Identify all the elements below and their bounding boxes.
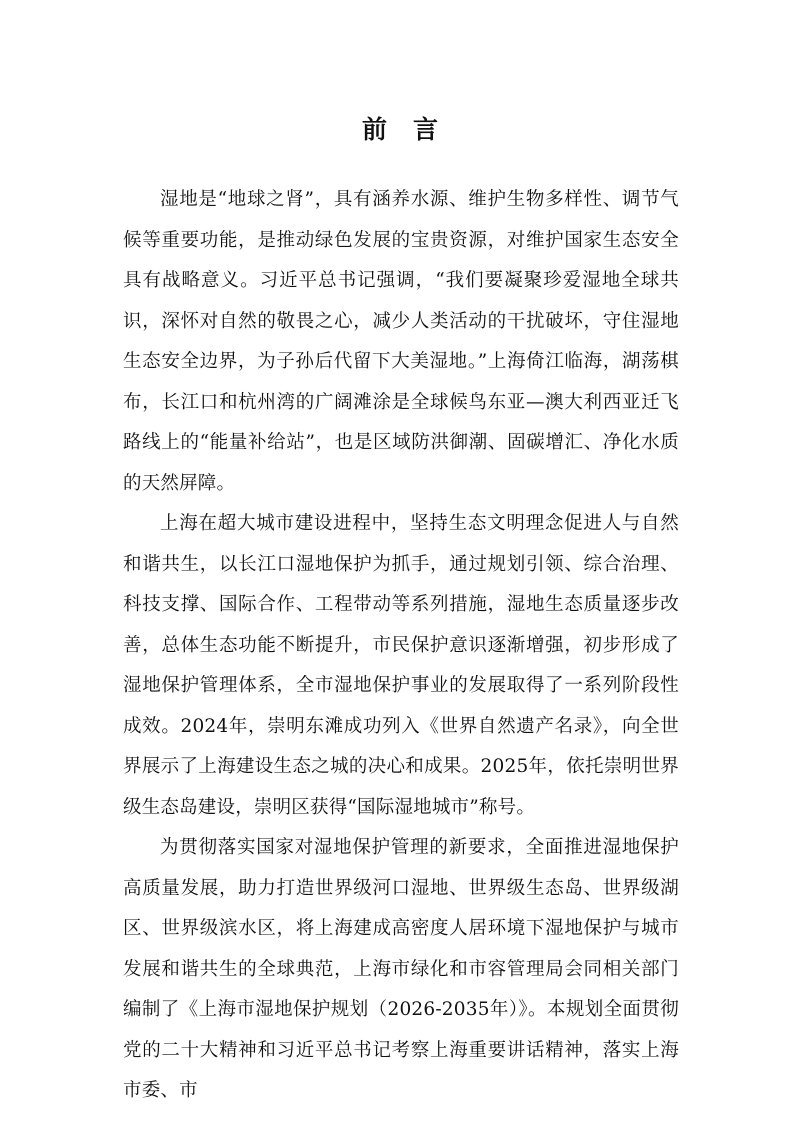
- page-title: 前言: [361, 115, 464, 144]
- paragraph-2: 上海在超大城市建设进程中，坚持生态文明理念促进人与自然和谐共生，以长江口湿地保护为抓手，通过规划引领、综合治理、科技支撑、国际合作、工程带动等系列措施，湿地生态质量逐步改善，总体生态功能不断提升，市民保护意识逐渐增强，初步形成了湿地保护管理体系，全市湿地保护事业的发展取得了一系列阶段性成效。2024年，崇明东滩成功列入《世界自然遗产名录》，向全世界展示了上海建设生态之城的决心和成果。2025年，依托崇明世界级生态岛建设，崇明区获得“国际湿地城市”称号。: [123, 513, 679, 818]
- paragraph-1: 湿地是“地球之肾”，具有涵养水源、维护生物多样性、调节气候等重要功能，是推动绿色发展的宝贵资源，对维护国家生态安全具有战略意义。习近平总书记强调，“我们要凝聚珍爱湿地全球共识，深怀对自然的敬畏之心，减少人类活动的干扰破坏，守住湿地生态安全边界，为子孙后代留下大美湿地。”上海倚江临海，湖荡棋布，长江口和杭州湾的广阔滩涂是全球候鸟东亚—澳大利西亚迁飞路线上的“能量补给站”，也是区域防洪御潮、固碳增汇、净化水质的天然屏障。: [123, 189, 679, 494]
- paragraph-3: 为贯彻落实国家对湿地保护管理的新要求，全面推进湿地保护高质量发展，助力打造世界级河口湿地、世界级生态岛、世界级湖区、世界级滨水区，将上海建成高密度人居环境下湿地保护与城市发展和谐共生的全球典范，上海市绿化和市容管理局会同相关部门编制了《上海市湿地保护规划（2026-2035年）》。本规划全面贯彻党的二十大精神和习近平总书记考察上海重要讲话精神，落实上海市委、市: [123, 837, 679, 1101]
- document-body: [123, 180, 679, 1112]
